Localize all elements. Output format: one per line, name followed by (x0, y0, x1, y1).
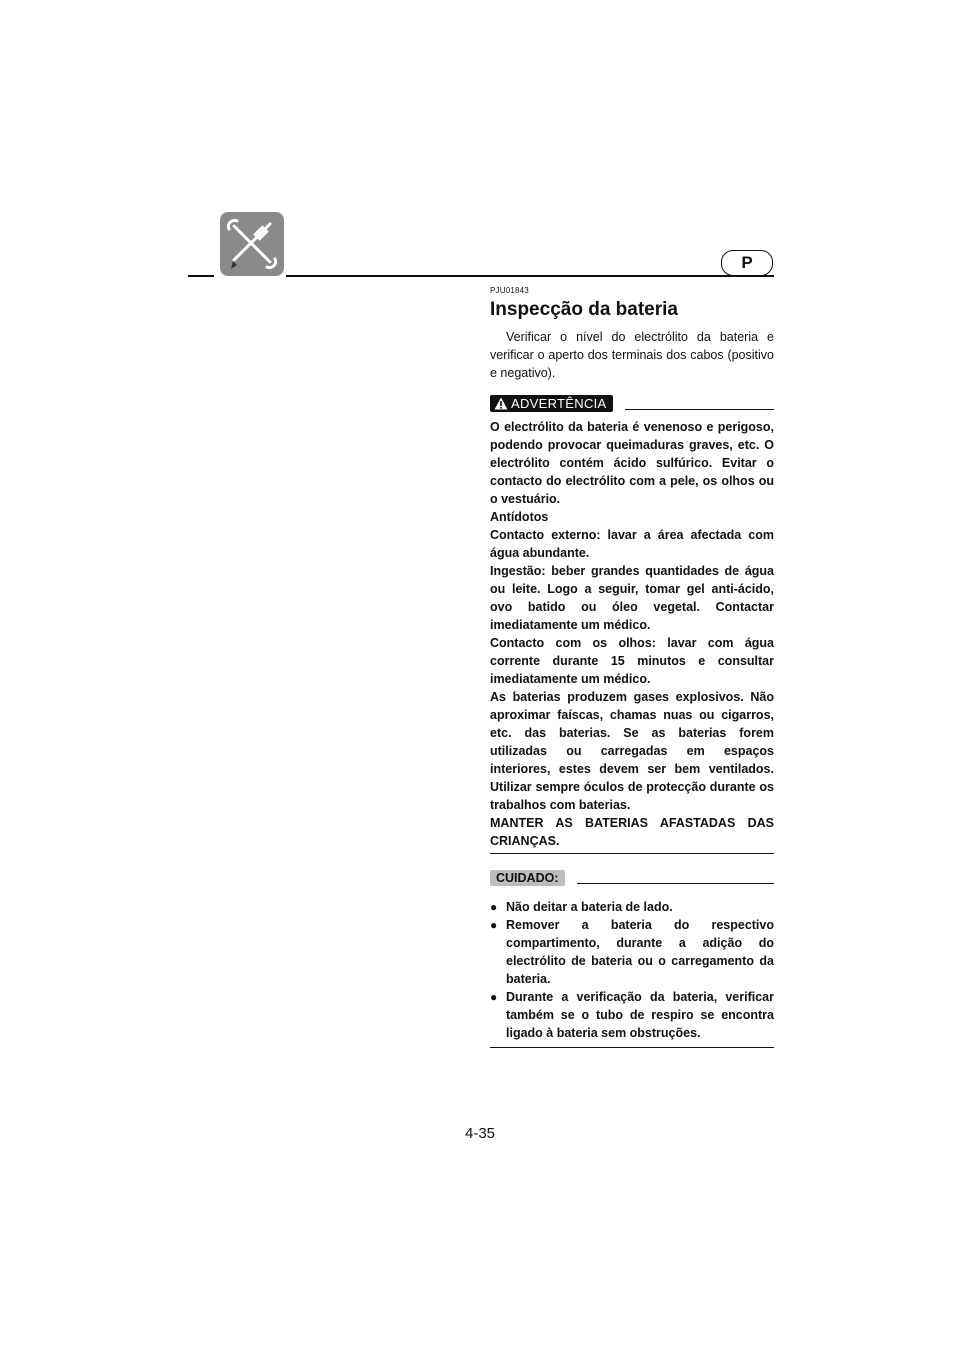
section-title: Inspecção da bateria (490, 299, 678, 320)
caution-list (490, 898, 774, 1042)
warning-paragraph: Contacto com os olhos: lavar com água corrente durante 15 minutos e consultar imediatamente um médico. (490, 635, 774, 686)
warning-paragraph: As baterias produzem gases explosivos. Não aproximar faíscas, chamas nuas ou cigarros, etc. das baterias. Se as baterias forem utilizadas ou carregadas em espaços interiores, estes devem ser bem ventilados. Utilizar sempre óculos de protecção durante os trabalhos com baterias. (490, 689, 774, 812)
warning-paragraph: O electrólito da bateria é venenoso e perigoso, podendo provocar queimaduras graves, etc. O electrólito contém ácido sulfúrico. Evitar o contacto do electrólito com a pele, os olhos ou o vestuário. (490, 419, 774, 506)
main-content (490, 286, 774, 1048)
caution-section (490, 868, 774, 1048)
list-item: ● Durante a verificação da bateria, verificar também se o tubo de respiro se encontra ligado à bateria sem obstruções. (490, 989, 774, 1040)
bullet-icon: ● (490, 917, 498, 932)
section-code: PJU01843 (490, 286, 529, 295)
warning-label (490, 395, 613, 412)
caution-label: CUIDADO: (490, 870, 565, 886)
list-item: ● Remover a bateria do respectivo compartimento, durante a adição do electrólito de bateria ou o carregamento da bateria. (490, 917, 774, 986)
page-number: 4-35 (464, 1125, 496, 1142)
warning-triangle-icon (494, 397, 508, 410)
warning-body (490, 418, 774, 850)
header-rule-left (188, 275, 214, 277)
warning-paragraph: Antídotos (490, 509, 549, 524)
warning-label-text: ADVERTÊNCIA (511, 395, 607, 411)
header-rule-right (286, 275, 774, 277)
warning-header-rule (625, 409, 774, 410)
caution-end-rule (490, 1047, 774, 1048)
bullet-icon: ● (490, 899, 498, 914)
intro-paragraph: Verificar o nível do electrólito da bateria e verificar o aperto dos terminais dos cabos (positivo e negativo). (490, 329, 774, 380)
tools-icon (220, 212, 284, 276)
warning-header (490, 394, 774, 412)
list-item: ● Não deitar a bateria de lado. (490, 899, 673, 914)
warning-paragraph: Ingestão: beber grandes quantidades de água ou leite. Logo a seguir, tomar gel anti-ácido, ovo batido ou óleo vegetal. Contactar imediatamente um médico. (490, 563, 774, 632)
warning-paragraph: MANTER AS BATERIAS AFASTADAS DAS CRIANÇAS. (490, 815, 774, 848)
bullet-icon: ● (490, 989, 498, 1004)
language-badge: P (721, 250, 773, 276)
warning-paragraph: Contacto externo: lavar a área afectada com água abundante. (490, 527, 774, 560)
warning-end-rule (490, 853, 774, 854)
caution-header-rule (577, 883, 775, 884)
caution-header (490, 868, 774, 886)
